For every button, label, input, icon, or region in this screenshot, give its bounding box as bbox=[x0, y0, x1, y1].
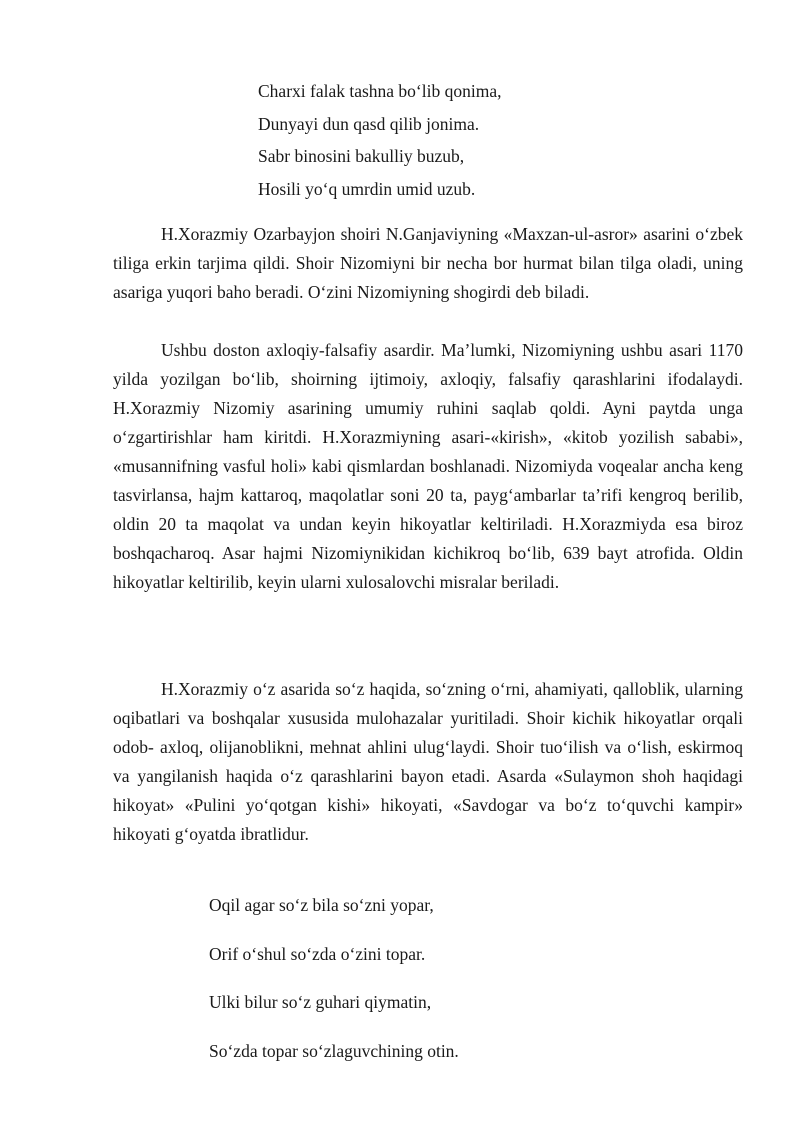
opening-verse bbox=[258, 75, 738, 205]
verse-line: So‘zda topar so‘zlaguvchining otin. bbox=[209, 1040, 459, 1061]
verse-line: Hosili yo‘q umrdin umid uzub. bbox=[258, 178, 476, 199]
closing-verse bbox=[209, 881, 729, 1075]
body-paragraph: Ushbu doston axloqiy-falsafiy asardir. Ma’lumki, Nizomiyning ushbu asari 1170 yilda yozilgan bo‘lib, shoirning ijtimoiy, axloqiy, falsafiy qarashlarini ifodalaydi. H.Xorazmiy Nizomiy asarining umumiy ruhini saqlab qoldi. Ayni paytda unga o‘zgartirishlar ham kiritdi. H.Xorazmiyning asari-«kirish», «kitob yozilish sababi», «musannifning vasful holi» kabi qismlardan boshlanadi. Nizomiyda voqealar ancha keng tasvirlansa, hajm kattaroq, maqolatlar soni 20 ta, payg‘ambarlar ta’rifi kengroq berilib, oldin 20 ta maqolat va undan keyin hikoyatlar keltiriladi. H.Xorazmiyda esa biroz boshqacharoq. Asar hajmi Nizomiynikidan kichikroq bo‘lib, 639 bayt atrofida. Oldin hikoyatlar keltirilib, keyin ularni xulosalovchi misralar beriladi. bbox=[113, 340, 743, 592]
body-paragraph: H.Xorazmiy Ozarbayjon shoiri N.Ganjaviyning «Maxzan-ul-asror» asarini o‘zbek tiliga erkin tarjima qildi. Shoir Nizomiyni bir necha bor hurmat bilan tilga oladi, uning asariga yuqori baho beradi. O‘zini Nizomiyning shogirdi deb biladi. bbox=[113, 224, 743, 302]
verse-line: Ulki bilur so‘z guhari qiymatin, bbox=[209, 992, 432, 1012]
verse-line: Charxi falak tashna bo‘lib qonima, bbox=[258, 81, 502, 101]
verse-line: Sabr binosini bakulliy buzub, bbox=[258, 146, 465, 166]
verse-line: Orif o‘shul so‘zda o‘zini topar. bbox=[209, 943, 426, 964]
verse-line: Oqil agar so‘z bila so‘zni yopar, bbox=[209, 895, 434, 915]
body-paragraph: H.Xorazmiy o‘z asarida so‘z haqida, so‘zning o‘rni, ahamiyati, qalloblik, ularning oqibatlari va boshqalar xususida mulohazalar yuritiladi. Shoir kichik hikoyatlar orqali odob- axloq, olijanoblikni, mehnat ahlini ulug‘laydi. Shoir tuo‘ilish va o‘lish, eskirmoq va yangilanish haqida o‘z qarashlarini bayon etadi. Asarda «Sulaymon shoh haqidagi hikoyat» «Pulini yo‘qotgan kishi» hikoyati, «Savdogar va bo‘z to‘quvchi kampir» hikoyati g‘oyatda ibratlidur. bbox=[113, 679, 743, 844]
verse-line: Dunyayi dun qasd qilib jonima. bbox=[258, 113, 480, 134]
